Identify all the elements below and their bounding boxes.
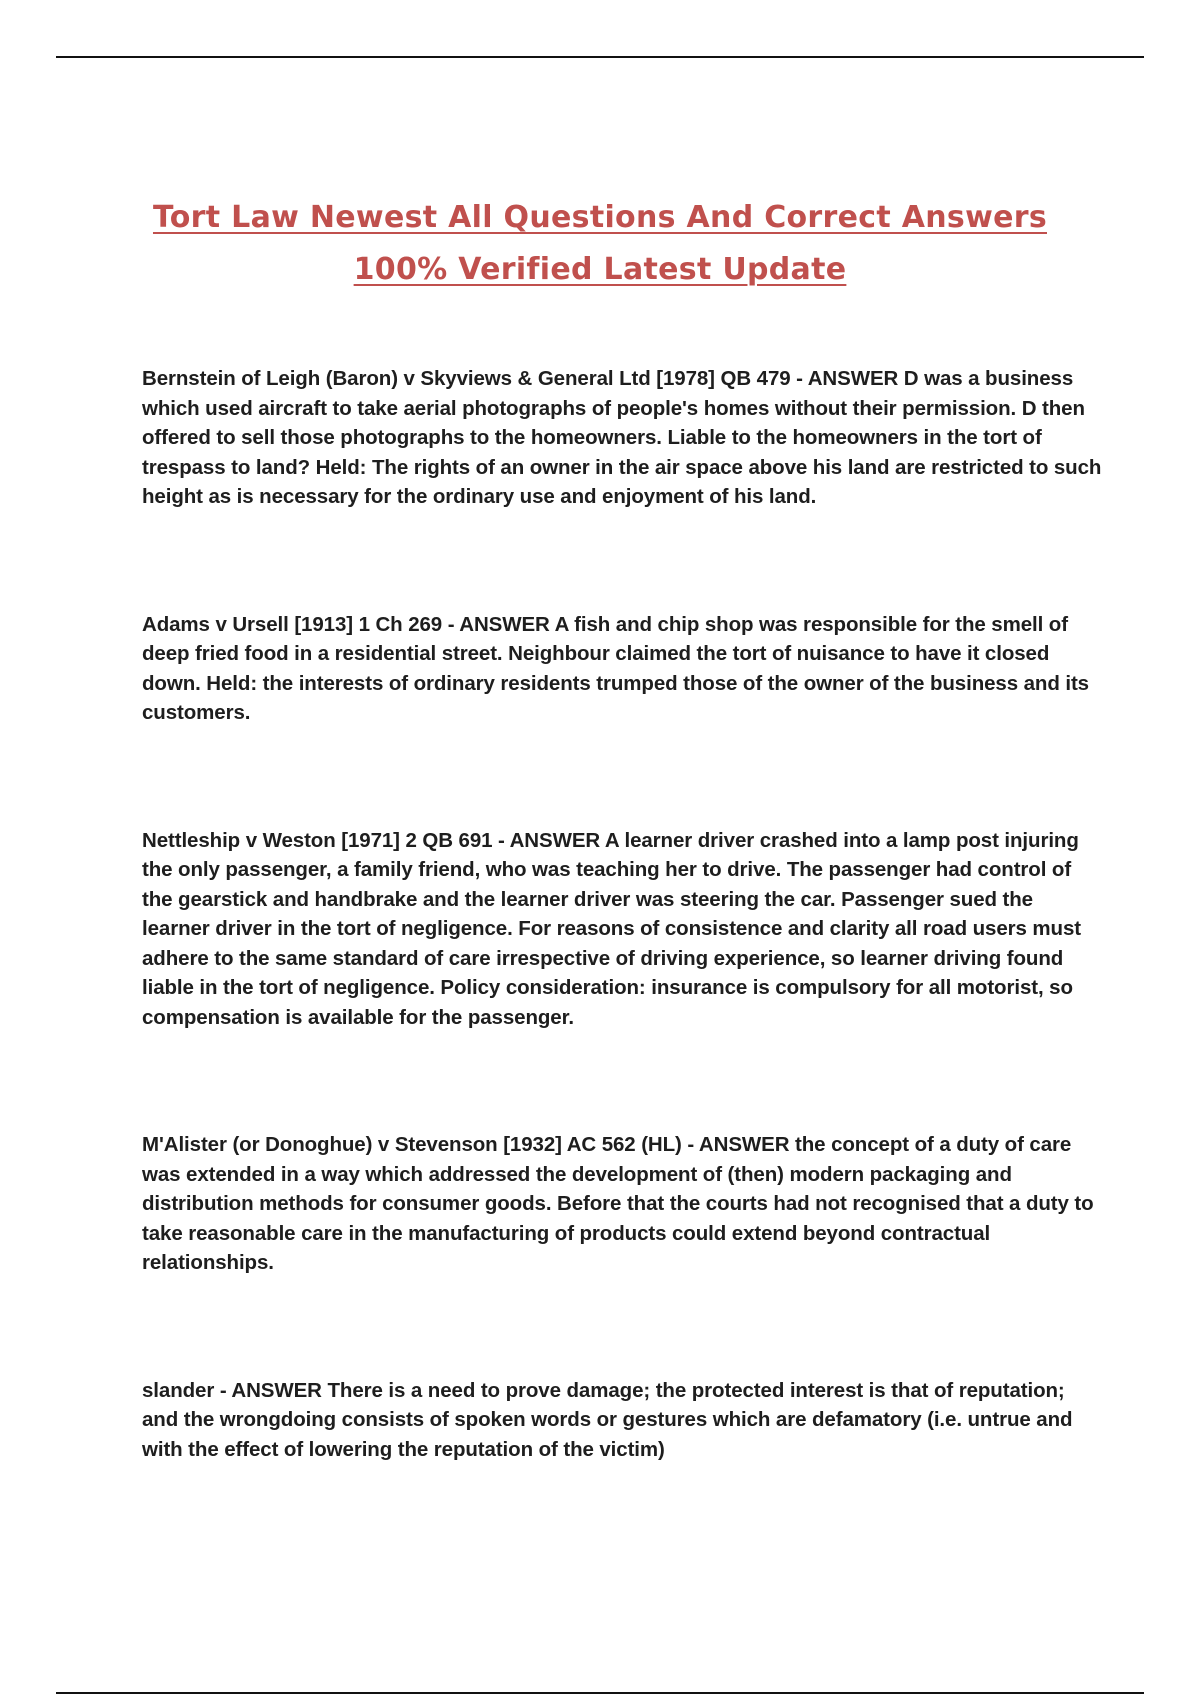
title-line-1: Tort Law Newest All Questions And Correct Answers	[152, 200, 1047, 235]
top-rule	[56, 56, 1144, 58]
qa-entry-nettleship: Nettleship v Weston [1971] 2 QB 691 - ANSWER A learner driver crashed into a lamp post injuring the only passenger, a family friend, who was teaching her to drive. The passenger had control of the gearstick and handbrake and the learner driver was steering the car. Passenger sued the learner driver in the tort of negligence. For reasons of consistence and clarity all road users must adhere to the same standard of care irrespective of driving experience, so learner driving found liable in the tort of negligence. Policy consideration: insurance is compulsory for all motorist, so compensation is available for the passenger.	[142, 828, 1081, 1029]
qa-entry-donoghue: M'Alister (or Donoghue) v Stevenson [1932] AC 562 (HL) - ANSWER the concept of a duty of care was extended in a way which addressed the development of (then) modern packaging and distribution methods for consumer goods. Before that the courts had not recognised that a duty to take reasonable care in the manufacturing of products could extend beyond contractual relationships.	[142, 1133, 1094, 1274]
qa-entry-slander: slander - ANSWER There is a need to prove damage; the protected interest is that of reputation; and the wrongdoing consists of spoken words or gestures which are defamatory (i.e. untrue and with the effect of lowering the reputation of the victim)	[142, 1378, 1073, 1461]
bottom-rule	[56, 1692, 1144, 1694]
qa-entry-adams: Adams v Ursell [1913] 1 Ch 269 - ANSWER A fish and chip shop was responsible for the smell of deep fried food in a residential street. Neighbour claimed the tort of nuisance to have it closed down. Held: the interests of ordinary residents trumped those of the owner of the business and its customers.	[142, 612, 1089, 724]
qa-entry-bernstein: Bernstein of Leigh (Baron) v Skyviews & General Ltd [1978] QB 479 - ANSWER D was a business which used aircraft to take aerial photographs of people's homes without their permission. D then offered to sell those photographs to the homeowners. Liable to the homeowners in the tort of trespass to land? Held: The rights of an owner in the air space above his land are restricted to such height as is necessary for the ordinary use and enjoyment of his land.	[142, 367, 1102, 508]
qa-list	[142, 364, 1102, 1464]
title-line-2: 100% Verified Latest Update	[353, 252, 847, 287]
document-title	[100, 192, 1100, 296]
